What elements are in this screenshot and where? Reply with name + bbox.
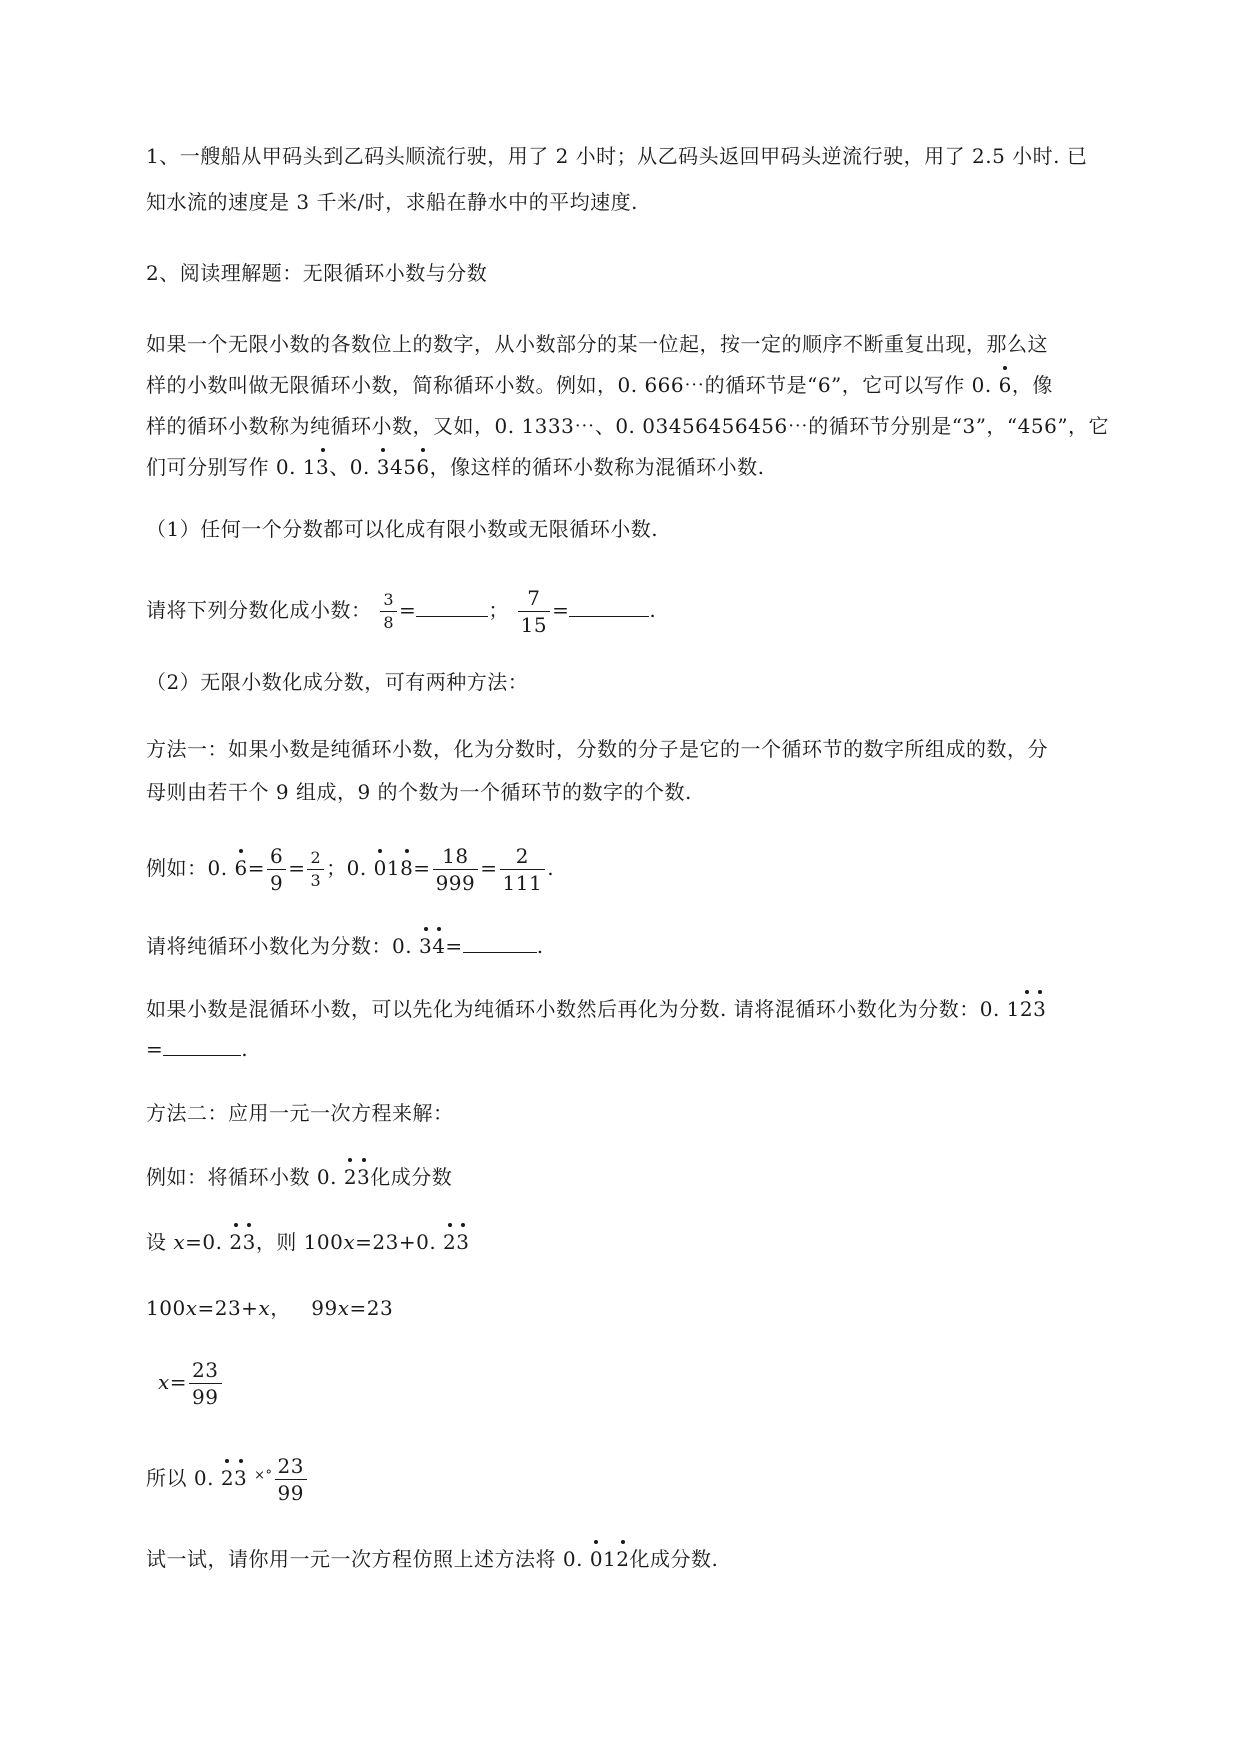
repeating-digit-2: 2 [1019,997,1034,1021]
equals-sign: = [413,856,431,880]
equals-sign: = [480,856,498,880]
intro-line1: 如果一个无限小数的各数位上的数字，从小数部分的某一位起，按一定的顺序不断重复出现，那么这 [146,332,1048,356]
method2-title: 方法二：应用一元一次方程来解： [146,1101,454,1125]
example1-prefix: 例如：0. [146,856,228,880]
try-prefix: 试一试，请你用一元一次方程仿照上述方法将 0. [146,1547,583,1571]
repeating-digit-3: 3 [316,455,330,479]
period: . [241,1037,249,1061]
intro-line2 [146,371,1146,399]
answer-blank-1[interactable] [416,598,488,617]
fraction-2-111 [500,846,546,893]
variable-x: x [258,1296,271,1320]
try-suffix: 化成分数. [629,1547,719,1571]
q1-line2: 知水流的速度是 3 千米/时，求船在静水中的平均速度. [146,190,639,214]
equals-sign: = [288,856,306,880]
try-line [146,1545,1146,1573]
variable-x: x [337,1296,350,1320]
method1-line2: 母则由若干个 9 组成，9 的个数为一个循环节的数字的个数. [146,780,692,804]
repeating-digit-6c: 6 [234,856,248,880]
variable-x: x [343,1230,356,1254]
variable-x: x [185,1296,198,1320]
fraction-denominator: 99 [192,1385,219,1409]
repeating-digit-2b: 2 [343,1165,358,1189]
intro-line2-text: 样的小数叫做无限循环小数，简称循环小数。例如，0. 666⋯的循环节是“6”，它可以写作 0. [146,373,992,397]
repeating-digit-2e: 2 [220,1466,235,1490]
mixed-line2 [146,1035,1146,1063]
equals-sign: = [146,1037,164,1061]
equals-sign: = [552,598,570,622]
period: . [547,856,555,880]
repeating-digit-0b: 0 [589,1547,604,1571]
pure-prompt: 请将纯循环小数化为分数：0. [146,934,413,958]
intro-sep: 、0. [329,455,370,479]
period: . [536,934,544,958]
fraction-18-999 [433,846,479,893]
repeating-digit-2d: 2 [443,1230,457,1254]
fraction-denominator: 3 [310,871,322,890]
intro-line4 [146,453,1146,481]
mixed-line1 [146,995,1146,1023]
fraction-6-9 [267,846,286,893]
q2-title: 2、阅读理解题：无限循环小数与分数 [146,261,488,285]
repeating-digit-6b: 6 [416,455,430,479]
repeating-digit-3h: 3 [234,1466,248,1490]
garbled-symbol: ×° [254,1468,273,1483]
repeating-digit-0: 0 [373,856,387,880]
step-a: 100 [146,1296,186,1320]
fraction-23-99 [189,1360,221,1407]
answer-blank-3[interactable] [463,934,537,953]
variable-x: x [158,1370,170,1394]
fraction-23-99b [275,1456,307,1503]
semicolon: ； [488,598,509,622]
repeating-digit-6: 6 [998,373,1012,397]
equation-step-line [146,1294,1146,1322]
set-mid3: =23+0. [355,1230,437,1254]
mixed-text: 如果小数是混循环小数，可以先化为纯循环小数然后再化为分数. 请将混循环小数化为分数：0. 1 [146,997,1020,1021]
fraction-numerator: 2 [500,846,546,870]
x-solution-line [158,1360,1158,1407]
equals-sign: = [399,598,417,622]
fraction-denominator: 9 [269,871,284,895]
set-prefix: 设 [146,1230,167,1254]
set-x-line [146,1228,1146,1256]
conclusion-line [146,1456,1146,1503]
repeating-digit-3e: 3 [357,1165,371,1189]
part1-prompt-line [146,588,1146,635]
fraction-denominator: 999 [435,871,476,895]
fraction-numerator: 18 [433,846,479,870]
step-b: =23+ [197,1296,259,1320]
fraction-3-8 [380,592,397,631]
intro-line4-tail: ，像这样的循环小数称为混循环小数. [429,455,765,479]
equals-sign: = [169,1370,188,1394]
digit-5: 5 [403,455,417,479]
equals-sign: = [247,856,265,880]
period: . [649,598,657,622]
repeating-digit-3d: 3 [1033,997,1047,1021]
part1-title: （1）任何一个分数都可以化成有限小数或无限循环小数. [146,517,659,541]
step-c: ， 99 [270,1296,338,1320]
example2-suffix: 化成分数 [370,1165,453,1189]
repeating-digit-3c: 3 [418,934,433,958]
answer-blank-2[interactable] [569,598,649,617]
set-mid2: ，则 100 [255,1230,344,1254]
example1-line [146,846,1146,893]
part2-title: （2）无限小数化成分数，可有两种方法： [146,670,529,694]
equals-sign: = [445,934,463,958]
answer-blank-4[interactable] [163,1037,241,1056]
digit-1: 1 [386,856,401,880]
repeating-digit-8: 8 [400,856,414,880]
example1-mid: ；0. [326,856,367,880]
fraction-numerator: 7 [518,588,550,612]
part1-prompt: 请将下列分数化成小数： [146,598,372,622]
fraction-denominator: 99 [277,1481,304,1505]
fraction-numerator: 6 [267,846,286,870]
fraction-denominator: 111 [502,871,543,895]
step-d: =23 [349,1296,394,1320]
example2-line [146,1163,1146,1191]
variable-x: x [173,1230,186,1254]
fraction-numerator: 3 [380,592,397,612]
fraction-denominator: 15 [520,613,548,637]
repeating-digit-3b: 3 [376,455,390,479]
fraction-numerator: 23 [189,1360,221,1384]
fraction-denominator: 8 [383,613,395,632]
pure-prompt-line [146,932,1146,960]
fraction-numerator: 2 [307,850,324,870]
digit-4: 4 [389,455,404,479]
repeating-digit-4: 4 [432,934,446,958]
fraction-7-15 [518,588,550,635]
digit-1b: 1 [603,1547,617,1571]
intro-line3: 样的循环小数称为纯循环小数，又如，0. 1333⋯、0. 03456456456⋯的循环节分别是“3”，“456”，它 [146,414,1110,438]
repeating-digit-2f: 2 [616,1547,630,1571]
repeating-digit-3f: 3 [242,1230,256,1254]
fraction-2-3 [307,850,324,889]
intro-line2-tail: ，像 [1011,373,1053,397]
so-prefix: 所以 0. [146,1466,214,1490]
example2-prefix: 例如：将循环小数 0. [146,1165,337,1189]
method1-line1: 方法一：如果小数是纯循环小数，化为分数时，分数的分子是它的一个循环节的数字所组成的数，分 [146,737,1048,761]
repeating-digit-3g: 3 [456,1230,470,1254]
intro-line4-text: 们可分别写作 0. 1 [146,455,317,479]
q1-line1: 1、一艘船从甲码头到乙码头顺流行驶，用了 2 小时；从乙码头返回甲码头逆流行驶，用了 2.5 小时. 已 [146,144,1088,168]
set-mid1: =0. [185,1230,223,1254]
repeating-digit-2c: 2 [229,1230,243,1254]
fraction-numerator: 23 [275,1456,307,1480]
